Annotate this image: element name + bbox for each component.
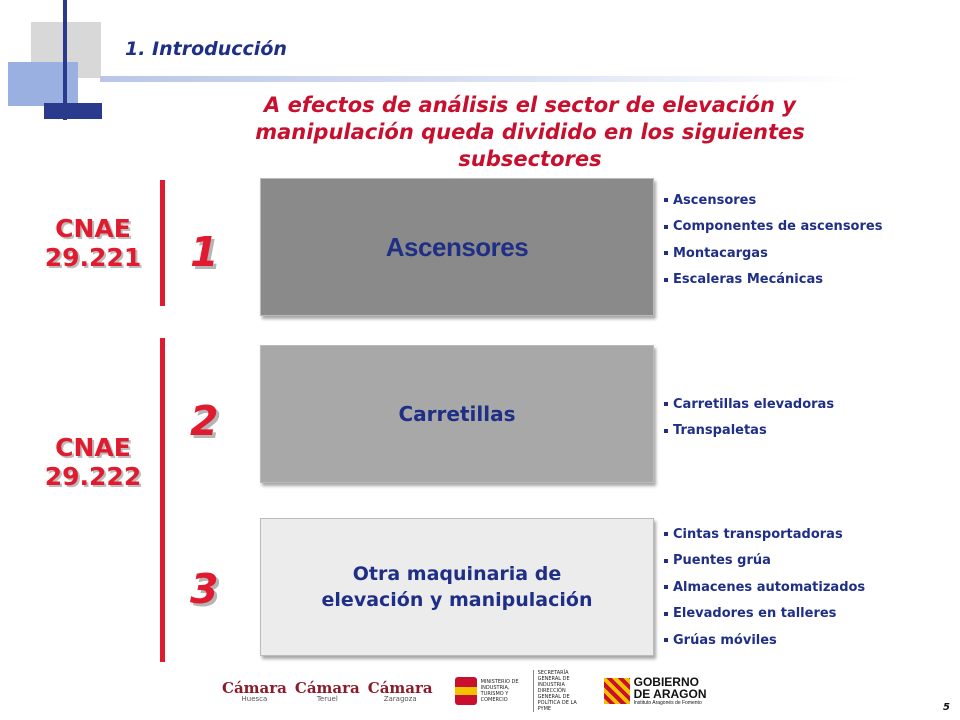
subsector-items-2 bbox=[664, 391, 834, 444]
cnae-number: 29.221 bbox=[44, 243, 142, 272]
subsector-items-3 bbox=[664, 521, 865, 654]
cnae-bracket-1 bbox=[160, 180, 165, 306]
bullet-icon bbox=[664, 612, 668, 616]
headline: A efectos de análisis el sector de elevación y manipulación queda dividido en los siguientes subsectores bbox=[255, 93, 805, 171]
list-item: Almacenes automatizados bbox=[664, 574, 865, 601]
list-item: Componentes de ascensores bbox=[664, 214, 882, 241]
bullet-icon bbox=[664, 532, 668, 536]
list-item: Escaleras Mecánicas bbox=[664, 267, 882, 294]
cnae-code: CNAE bbox=[55, 433, 131, 462]
list-item: Grúas móviles bbox=[664, 627, 865, 654]
aragon-flag-icon bbox=[604, 678, 630, 704]
list-item: Transpaletas bbox=[664, 418, 834, 445]
bullet-icon bbox=[664, 402, 668, 406]
section-title: 1. Introducción bbox=[125, 38, 287, 60]
cnae-label-1 bbox=[28, 214, 158, 272]
subsector-title: Carretillas bbox=[398, 402, 516, 426]
subsector-box-otra-maquinaria bbox=[260, 518, 654, 656]
camara-zaragoza-logo: Cámara Zaragoza bbox=[367, 679, 433, 703]
bullet-icon bbox=[664, 225, 668, 229]
list-item: Puentes grúa bbox=[664, 548, 865, 575]
title-underline bbox=[100, 76, 860, 82]
cnae-number: 29.222 bbox=[44, 462, 142, 491]
sponsor-logos bbox=[222, 672, 707, 710]
subsector-items-1 bbox=[664, 187, 882, 293]
camara-teruel-logo: Cámara Teruel bbox=[294, 679, 360, 703]
bullet-icon bbox=[664, 278, 668, 282]
subsector-box-carretillas bbox=[260, 345, 654, 483]
bullet-icon bbox=[664, 251, 668, 255]
ministry-logo: MINISTERIO DE INDUSTRIA, TURISMO Y COMERCIO SECRETARÍA GENERAL DE INDUSTRIA DIRECCIÓN GENERAL DE POLÍTICA DE LA PYME bbox=[455, 670, 590, 712]
subsector-title: Ascensores bbox=[385, 231, 529, 262]
title-decoration-vertical-line bbox=[63, 0, 67, 120]
subsector-number-3: 3 bbox=[190, 565, 219, 613]
list-item: Elevadores en talleres bbox=[664, 601, 865, 628]
title-decoration-square-blue bbox=[8, 62, 78, 106]
subsector-number-1: 1 bbox=[190, 228, 219, 276]
bullet-icon bbox=[664, 559, 668, 563]
bullet-icon bbox=[664, 429, 668, 433]
camara-huesca-logo: Cámara Huesca bbox=[222, 679, 287, 703]
gobierno-aragon-logo: GOBIERNO DE ARAGON Instituto Aragonés de Fomento bbox=[604, 676, 707, 706]
page-number: 5 bbox=[943, 702, 950, 713]
cnae-label-2 bbox=[28, 433, 158, 491]
list-item: Cintas transportadoras bbox=[664, 521, 865, 548]
list-item: Ascensores bbox=[664, 187, 882, 214]
subsector-box-ascensores bbox=[260, 178, 654, 316]
bullet-icon bbox=[664, 585, 668, 589]
bullet-icon bbox=[664, 638, 668, 642]
bullet-icon bbox=[664, 198, 668, 202]
cnae-code: CNAE bbox=[55, 214, 131, 243]
cnae-bracket-2 bbox=[160, 338, 165, 662]
spain-shield-icon bbox=[455, 677, 477, 705]
list-item: Carretillas elevadoras bbox=[664, 391, 834, 418]
subsector-title: Otra maquinaria de elevación y manipulación bbox=[321, 563, 593, 611]
subsector-number-2: 2 bbox=[190, 397, 219, 445]
list-item: Montacargas bbox=[664, 240, 882, 267]
title-decoration-bar bbox=[44, 103, 102, 119]
